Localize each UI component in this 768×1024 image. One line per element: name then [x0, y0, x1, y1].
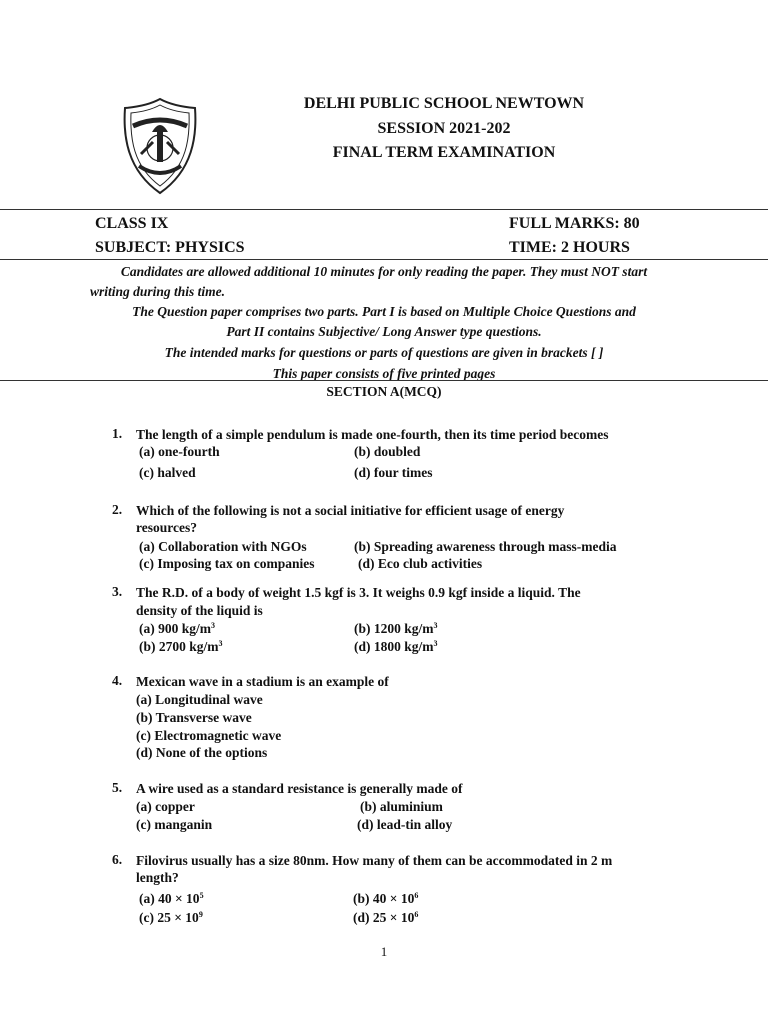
- time-label: TIME: 2 HOURS: [509, 239, 630, 256]
- option-a: (a) one-fourth: [139, 444, 220, 459]
- instruction-line: Part II contains Subjective/ Long Answer type questions.: [226, 324, 542, 339]
- question-number: 3.: [112, 584, 123, 599]
- divider-bottom: [0, 380, 768, 381]
- option-c: (c) Imposing tax on companies: [139, 556, 315, 571]
- page-number: 1: [380, 944, 388, 959]
- option-c: (c) manganin: [136, 817, 213, 832]
- divider-middle: [0, 259, 768, 260]
- question-text: A wire used as a standard resistance is generally made of: [136, 781, 463, 796]
- question-text-continued: density of the liquid is: [136, 603, 263, 618]
- question-text: Which of the following is not a social initiative for efficient usage of energy: [136, 503, 565, 518]
- question-text-continued: resources?: [136, 520, 197, 535]
- question-number: 2.: [112, 502, 123, 517]
- question-number: 1.: [112, 426, 123, 441]
- question-number: 4.: [112, 673, 123, 688]
- session-line: SESSION 2021-202: [377, 120, 511, 137]
- question-text: The length of a simple pendulum is made one-fourth, then its time period becomes: [136, 427, 609, 442]
- option-c: (c) $25 \times 10^9$: [139, 910, 203, 925]
- school-crest: [119, 96, 201, 196]
- question-text: Filovirus usually has a size 80nm. How many of them can be accommodated in 2 m: [136, 853, 613, 868]
- option-a: (a) Longitudinal wave: [136, 692, 263, 707]
- option-d: (d) lead-tin alloy: [357, 817, 453, 832]
- option-b: (b) 1200 $kg/m^3$: [354, 621, 438, 636]
- section-title: SECTION A(MCQ): [326, 384, 442, 399]
- divider-top: [0, 209, 768, 210]
- option-c: (c) Electromagnetic wave: [136, 728, 282, 743]
- question-text: Mexican wave in a stadium is an example of: [136, 674, 389, 689]
- question-number: 6.: [112, 852, 123, 867]
- option-b: (b) Spreading awareness through mass-media: [354, 539, 617, 554]
- option-c: (c) halved: [139, 465, 196, 480]
- instruction-line: This paper consists of five printed pages: [272, 366, 496, 381]
- school-name: DELHI PUBLIC SCHOOL NEWTOWN: [303, 95, 585, 112]
- option-c: (b) 2700 $kg/m^3$: [139, 639, 223, 654]
- option-b: (b) Transverse wave: [136, 710, 252, 725]
- option-b: (b) aluminium: [360, 799, 443, 814]
- instruction-line: The intended marks for questions or parts of questions are given in brackets [ ]: [164, 345, 604, 360]
- option-a: (a) 900 $kg/m^3$: [139, 621, 215, 636]
- option-d: (d) $25 \times 10^6$: [353, 910, 419, 925]
- option-d: (d) 1800 $kg/m^3$: [354, 639, 438, 654]
- option-b: (b) doubled: [354, 444, 421, 459]
- instruction-line: writing during this time.: [90, 284, 226, 299]
- question-text-continued: length?: [136, 870, 179, 885]
- exam-title: FINAL TERM EXAMINATION: [332, 144, 556, 161]
- instruction-line: The Question paper comprises two parts. Part I is based on Multiple Choice Questions and: [132, 304, 636, 319]
- instruction-line: Candidates are allowed additional 10 minutes for only reading the paper. They must NOT start: [120, 264, 648, 279]
- option-d: (d) Eco club activities: [358, 556, 483, 571]
- class-label: CLASS IX: [95, 215, 169, 232]
- option-a: (a) Collaboration with NGOs: [139, 539, 307, 554]
- question-text: The R.D. of a body of weight 1.5 kgf is 3. It weighs 0.9 kgf inside a liquid. The: [136, 585, 581, 600]
- option-a: (a) copper: [136, 799, 195, 814]
- option-d: (d) four times: [354, 465, 433, 480]
- subject-label: SUBJECT: PHYSICS: [95, 239, 245, 256]
- full-marks-label: FULL MARKS: 80: [509, 215, 640, 232]
- option-a: (a) $40 \times 10^5$: [139, 891, 204, 906]
- option-b: (b) $40 \times 10^6$: [353, 891, 419, 906]
- school-crest-icon: [119, 96, 201, 196]
- option-d: (d) None of the options: [136, 745, 268, 760]
- question-number: 5.: [112, 780, 123, 795]
